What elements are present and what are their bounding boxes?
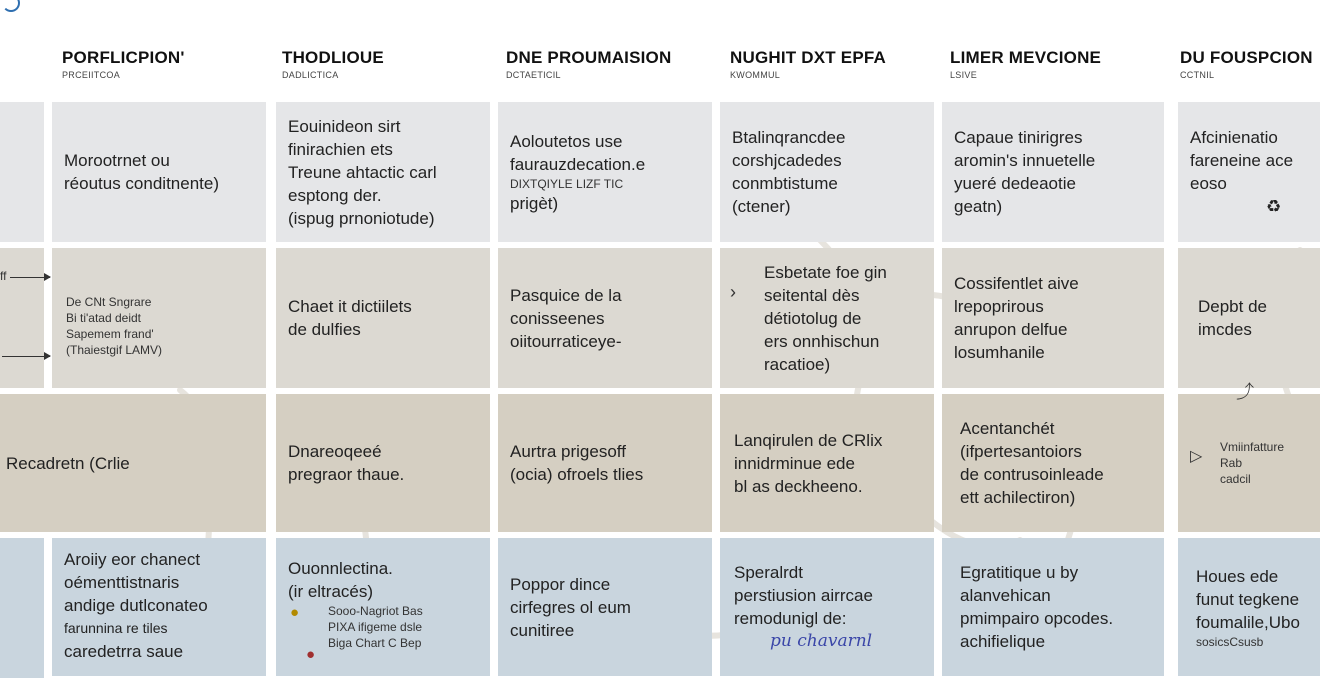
cell-line: Aoloutetos use (510, 131, 623, 151)
cell-note: DIXTQIYLE LIZF TIC (510, 176, 624, 191)
cell-line: funut tegkene (1196, 589, 1300, 609)
table-cell (720, 102, 934, 242)
table-cell (498, 102, 712, 242)
handwritten-note: pu chavarnl (770, 631, 873, 651)
table-cell (498, 394, 712, 532)
table-cell (498, 538, 712, 676)
cell-line: Capaue tinirigres (954, 128, 1083, 147)
table-cell (0, 394, 266, 532)
cell-line: ett achilectiron) (960, 488, 1076, 507)
cell-line: farunnina re tiles (64, 619, 168, 636)
cell-line: Eouinideon sirt (288, 116, 401, 136)
column-header-title: DU FOUSPCION (1180, 48, 1313, 67)
cell-line: (ispug prnoniotude) (288, 208, 435, 228)
cell-line: Pasquice de la (510, 285, 622, 305)
lightbulb-icon: ● (290, 604, 300, 621)
table-cell (720, 248, 934, 388)
cell-line: yueré dedeaotie (954, 174, 1076, 193)
cell-line: esptong der. (288, 185, 382, 205)
cell-note: Bi ti'atad deidt (66, 311, 142, 325)
cell-line: conmbtistume (732, 174, 838, 193)
cell-line: bl as deckheeno. (734, 476, 863, 496)
cell-line: (ocia) ofroels tlies (510, 465, 644, 484)
stub-cell (0, 248, 44, 388)
cell-line: Cossifentlet aive (954, 274, 1079, 293)
cell-line: Aroiiy eor chanect (64, 549, 201, 569)
column-header-subtitle: DADLICTICA (282, 70, 339, 80)
cell-line: pregraor thaue. (288, 465, 405, 484)
cell-note: cadcil (1220, 472, 1251, 486)
table-cell (498, 248, 712, 388)
cell-line: geatn) (954, 197, 1003, 216)
cell-line: imcdes (1198, 320, 1252, 339)
cell-line: eoso (1190, 174, 1227, 193)
table-cell (942, 248, 1164, 388)
column-header-2 (282, 48, 482, 80)
column-header-title: THODLIOUE (282, 48, 384, 67)
table-cell (52, 538, 266, 676)
column-header-subtitle: CCTNIL (1180, 70, 1215, 80)
play-triangle-icon: ▷ (1190, 448, 1203, 465)
table-cell (1178, 102, 1320, 242)
cell-line: Lanqirulen de CRlix (734, 430, 883, 450)
margin-note: ff (0, 269, 7, 283)
chevron-right-icon: › (730, 282, 736, 302)
cell-line: caredetrra saue (64, 641, 184, 661)
cell-line: cunitiree (510, 620, 575, 640)
column-header-6 (1180, 48, 1320, 80)
cell-line: aromin's innuetelle (954, 151, 1096, 170)
cell-line: cirfegres ol eum (510, 597, 631, 617)
cell-line: seitental dès (764, 285, 860, 305)
table-cell (942, 538, 1164, 676)
cell-line: Houes ede (1196, 566, 1279, 586)
table-cell (720, 538, 934, 676)
cell-line: de dulfies (288, 320, 361, 339)
table-cell (52, 248, 266, 388)
cell-line: corshjcadedes (732, 151, 842, 170)
cell-line: Aurtra prigesoff (510, 442, 626, 461)
cell-line: (ir eltracés) (288, 582, 374, 601)
lamp-icon: ♻ (1266, 197, 1282, 216)
cell-line: achifielique (960, 632, 1046, 651)
cell-note: Biga Chart C Bep (328, 636, 422, 650)
cell-line: remodunigl de: (734, 609, 847, 628)
table-cell (942, 102, 1164, 242)
cell-line: (ifpertesantoiors (960, 442, 1082, 461)
table-cell (276, 394, 490, 532)
table-cell (276, 248, 490, 388)
cell-line: Egratitique u by (960, 563, 1079, 582)
column-header-title: DNE PROUMAISION (506, 48, 672, 67)
column-header-subtitle: LSIVE (950, 70, 978, 80)
cell-line: (ctener) (732, 197, 791, 216)
cell-line: Afcinienatio (1190, 128, 1278, 147)
cell-note: PIXA ifigeme dsle (328, 620, 423, 634)
cell-line: Dnareoqeeé (288, 442, 382, 461)
column-header-subtitle: KWOMMUL (730, 70, 781, 80)
column-header-3 (506, 48, 706, 80)
cell-note: Rab (1220, 456, 1243, 470)
cell-line: pmimpairo opcodes. (960, 609, 1114, 628)
cell-line: ers onnhischun (764, 331, 880, 351)
table-cell (276, 102, 490, 242)
cell-note: Sapemem frand' (66, 327, 154, 341)
column-header-title: LIMER MEVCIONE (950, 48, 1102, 67)
table-cell (720, 394, 934, 532)
arrow-icon: ⤴ (1236, 382, 1254, 402)
cell-line: Acentanchét (960, 419, 1055, 438)
cell-line: racatioe) (764, 354, 831, 374)
table-cell (1178, 538, 1320, 676)
column-header-5 (950, 48, 1150, 80)
cell-line: foumalile,Ubo (1196, 612, 1300, 632)
arrow-right-icon (10, 277, 50, 278)
cell-line: fareneine ace (1190, 151, 1294, 170)
cell-line: andige dutlconateo (64, 595, 208, 615)
table-cell (942, 394, 1164, 532)
cell-line: Ouonnlectina. (288, 559, 393, 578)
cell-line: de contrusoinleade (960, 465, 1104, 484)
cell-line: Depbt de (1198, 297, 1267, 316)
column-header-title: NUGHIT DXT EPFA (730, 48, 887, 67)
cell-line: conisseenes (510, 308, 605, 328)
cell-line: réoutus conditnente) (64, 174, 219, 193)
arrow-right-icon (2, 356, 50, 357)
cell-line: Chaet it dictiilets (288, 297, 412, 316)
column-header-subtitle: DCTAETICIL (506, 70, 561, 80)
cell-line: Morootrnet ou (64, 151, 170, 170)
cell-line: alanvehican (960, 586, 1051, 605)
cell-line: prigèt) (510, 193, 559, 213)
cell-note: (Thaiestgif LAMV) (66, 343, 163, 357)
cell-line: anrupon delfue (954, 320, 1068, 339)
cell-line: Esbetate foe gin (764, 262, 887, 282)
cell-line: perstiusion airrcae (734, 586, 873, 605)
column-header-4 (730, 48, 930, 80)
table-cell (52, 102, 266, 242)
cell-line: faurauzdecation.e (510, 154, 646, 174)
cell-line: finirachien ets (288, 139, 393, 159)
record-icon: ● (306, 646, 316, 663)
cell-line: oémenttistnaris (64, 572, 180, 592)
table-cell (1178, 248, 1320, 388)
cell-line: losumhanile (954, 343, 1045, 362)
cell-line: oiitourraticeye- (510, 331, 622, 351)
cell-line: innidrminue ede (734, 453, 855, 473)
cell-line: Speralrdt (734, 563, 803, 582)
cell-line: lrepoprirous (954, 297, 1044, 316)
cell-note: Vmiinfatture (1220, 440, 1285, 454)
cell-line: Recadretn (Crlie (6, 453, 130, 473)
column-header-1 (62, 48, 262, 80)
cell-note: sosicsCsusb (1196, 634, 1264, 649)
cell-line: Poppor dince (510, 574, 611, 594)
cell-note: Sooo-Nagriot Bas (328, 604, 423, 618)
stub-cell (0, 538, 44, 678)
cell-note: De CNt Sngrare (66, 295, 152, 309)
column-header-subtitle: PRCEIITCOA (62, 70, 121, 80)
cell-line: Btalinqrancdee (732, 128, 846, 147)
cell-line: Treune ahtactic carl (288, 162, 437, 182)
corner-logo-mark (2, 0, 20, 12)
cell-line: détiotolug de (764, 308, 862, 328)
stub-cell (0, 102, 44, 242)
column-header-title: PORFLICPION' (62, 48, 185, 67)
